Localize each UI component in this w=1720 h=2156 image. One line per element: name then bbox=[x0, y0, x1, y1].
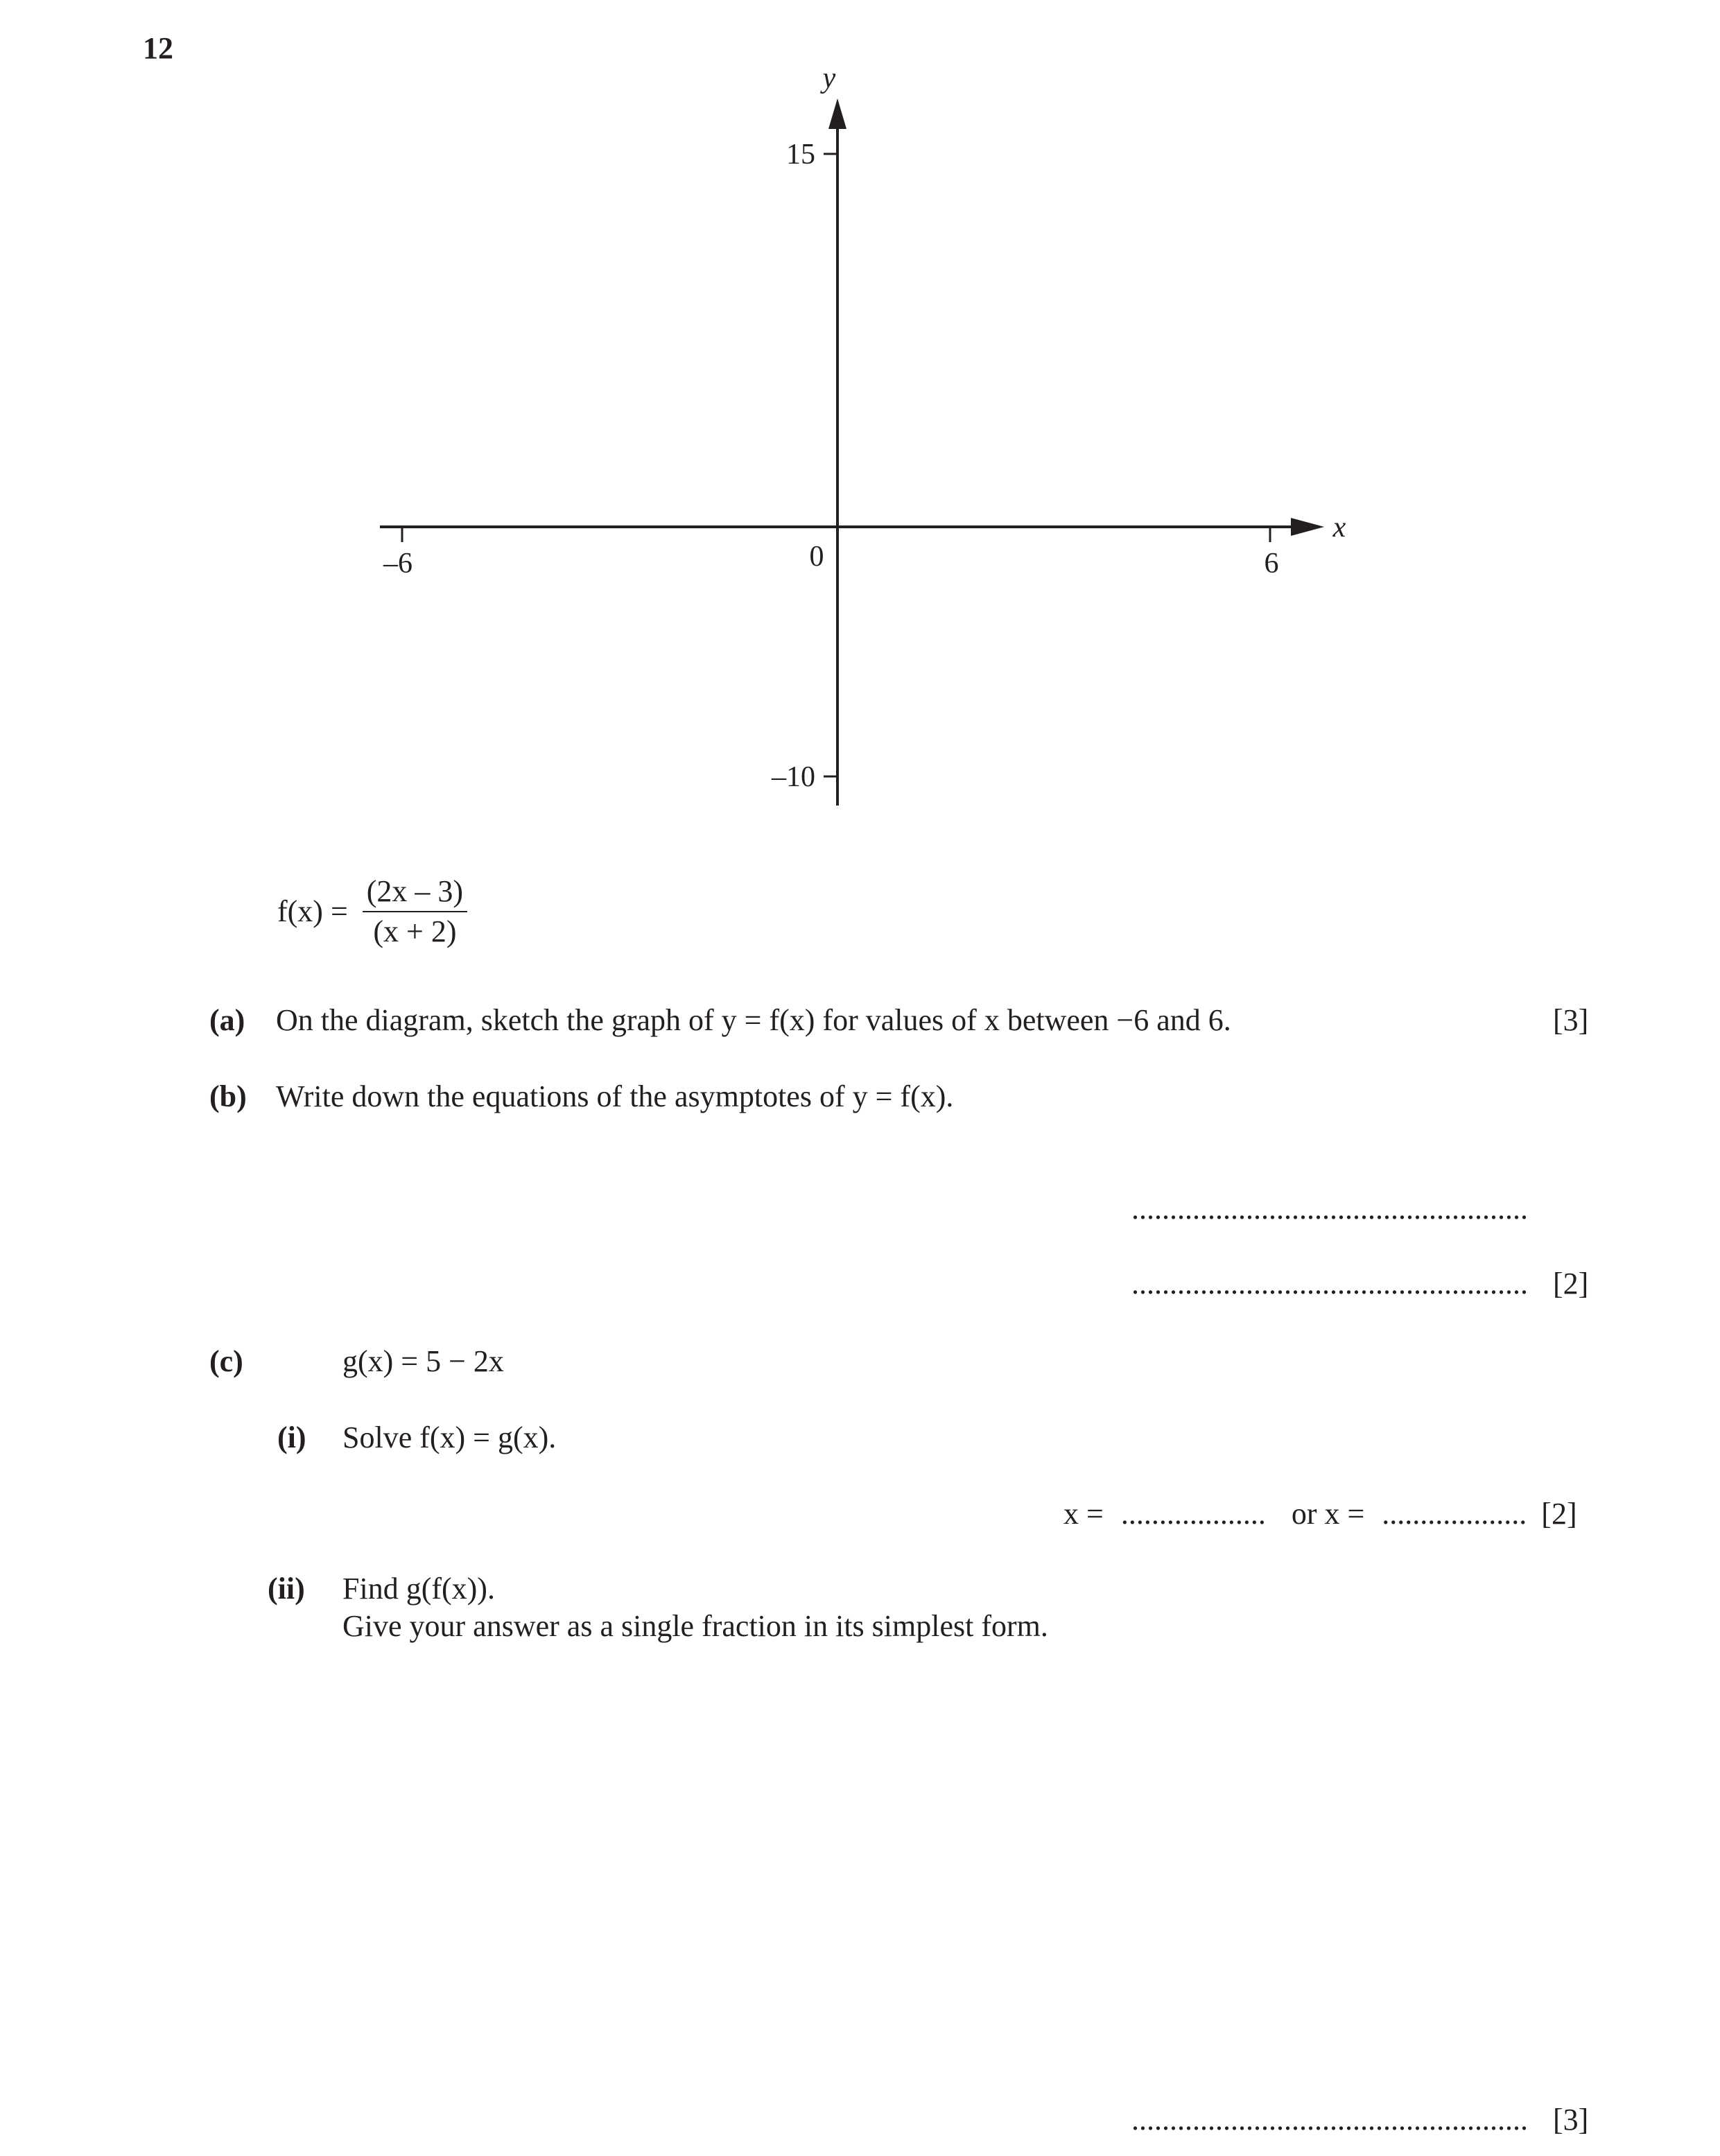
answer-x-prefix: x = bbox=[1063, 1497, 1104, 1531]
coordinate-axes-diagram bbox=[0, 0, 1720, 832]
part-c-ii-answer-line[interactable]: .................................................... bbox=[1131, 2103, 1528, 2137]
function-denominator: (x + 2) bbox=[373, 914, 457, 949]
part-b-answer-line-1[interactable]: .................................................... bbox=[1131, 1192, 1528, 1226]
function-lhs: f(x) = bbox=[277, 894, 348, 929]
answer-or-x: or x = bbox=[1291, 1497, 1365, 1531]
function-fraction bbox=[363, 875, 467, 949]
part-c-ii-text-2: Give your answer as a single fraction in its simplest form. bbox=[342, 1609, 1048, 1643]
y-axis-arrow bbox=[828, 98, 846, 129]
function-numerator: (2x – 3) bbox=[363, 875, 467, 912]
part-c-ii-label: (ii) bbox=[268, 1572, 305, 1606]
part-c-i-marks: [2] bbox=[1541, 1497, 1577, 1531]
function-definition bbox=[277, 875, 467, 949]
g-definition: g(x) = 5 − 2x bbox=[342, 1344, 504, 1378]
part-b-label: (b) bbox=[209, 1079, 247, 1113]
x-axis-label: x bbox=[1332, 512, 1346, 544]
part-c-i-label: (i) bbox=[277, 1420, 306, 1454]
part-c-i-answer-row bbox=[1063, 1496, 1577, 1531]
part-b-answer-line-2[interactable]: .................................................... bbox=[1131, 1267, 1528, 1301]
y-axis-label: y bbox=[822, 62, 836, 94]
part-b-marks: [2] bbox=[1553, 1267, 1589, 1301]
x-axis-arrow bbox=[1291, 518, 1324, 536]
part-c-label: (c) bbox=[209, 1344, 243, 1378]
part-c-i-text: Solve f(x) = g(x). bbox=[342, 1420, 557, 1454]
part-a-label: (a) bbox=[209, 1003, 245, 1037]
x-tick-label-minus-6: –6 bbox=[383, 548, 412, 580]
x-tick-label-6: 6 bbox=[1264, 548, 1279, 580]
answer-x-blank-2[interactable]: ................... bbox=[1382, 1497, 1527, 1531]
part-c-ii-text-1: Find g(f(x)). bbox=[342, 1572, 495, 1606]
y-tick-label-15: 15 bbox=[786, 139, 815, 171]
y-tick-label-minus-10: –10 bbox=[772, 761, 815, 793]
part-a-marks: [3] bbox=[1553, 1003, 1589, 1037]
part-c-ii-marks: [3] bbox=[1553, 2103, 1589, 2137]
page-number: 12 bbox=[143, 31, 173, 65]
origin-label: 0 bbox=[809, 541, 824, 573]
answer-x-blank-1[interactable]: ................... bbox=[1120, 1497, 1266, 1531]
part-a-text: On the diagram, sketch the graph of y = f(x) for values of x between −6 and 6. bbox=[276, 1003, 1231, 1037]
part-b-text: Write down the equations of the asymptotes of y = f(x). bbox=[276, 1079, 954, 1113]
